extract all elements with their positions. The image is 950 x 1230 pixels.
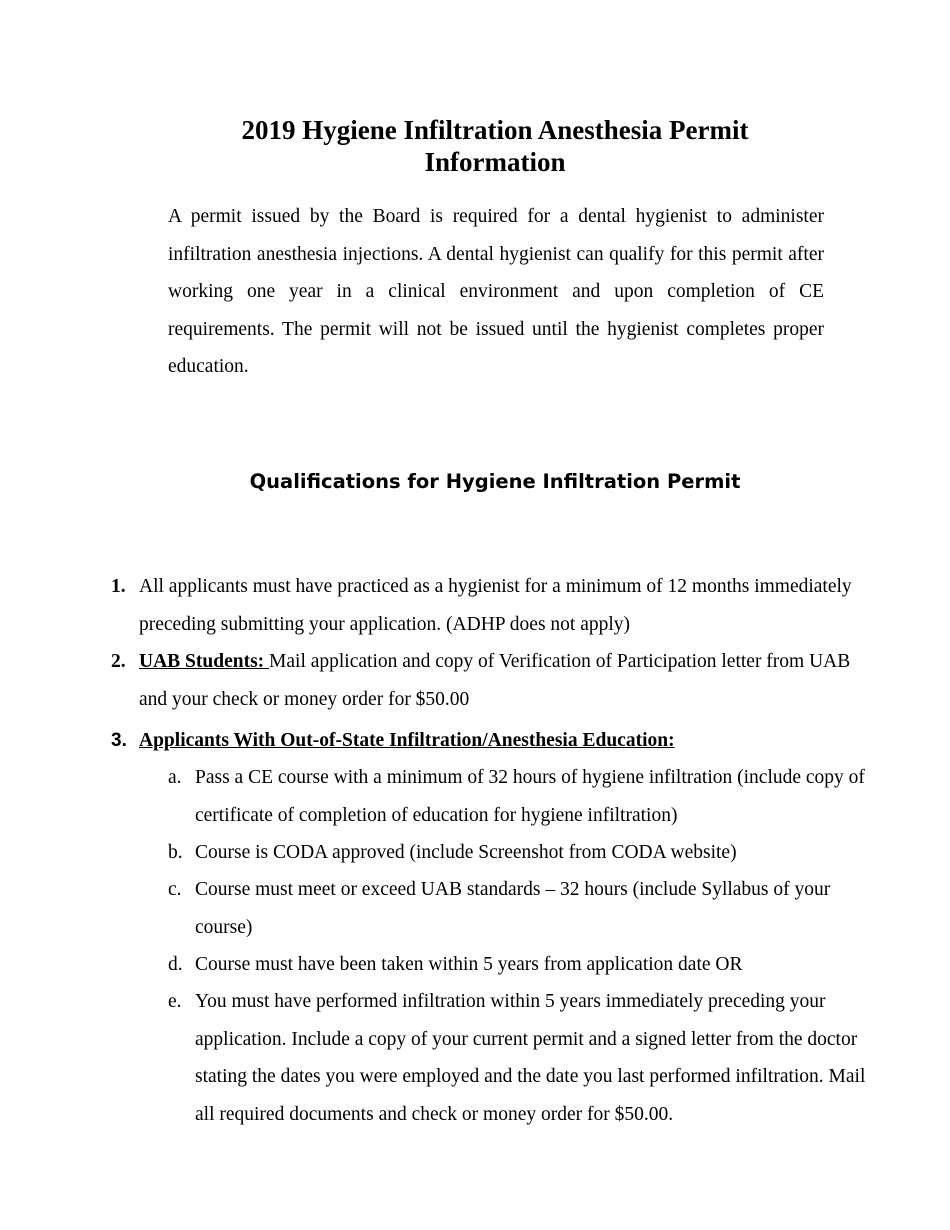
list-item-number: 1. <box>111 576 126 597</box>
sub-item-letter: a. <box>168 767 182 788</box>
sub-item-letter: c. <box>168 879 182 900</box>
page-title: 2019 Hygiene Infiltration Anesthesia Permit Information <box>241 115 749 177</box>
qualifications-heading: Qualifications for Hygiene Infiltration Permit <box>249 470 741 493</box>
list-item-body <box>139 643 859 718</box>
list-item-text: All applicants must have practiced as a hygienist for a minimum of 12 months immediately preceding submitting your application. (ADHP does not apply) <box>139 576 852 635</box>
list-item-body <box>139 722 859 760</box>
sub-item-text: Course must meet or exceed UAB standards – 32 hours (include Syllabus of your course) <box>195 879 831 938</box>
sub-item-text: You must have performed infiltration within 5 years immediately preceding your application. Include a copy of your current permit and a signed letter from the doctor stating the dates you were employed and the date you last performed infiltration. Mail all required documents and check or money order for $50.00. <box>195 991 866 1125</box>
sub-item-letter: d. <box>168 954 183 975</box>
list-item-number: 2. <box>111 651 126 672</box>
list-item-label: Applicants With Out-of-State Infiltration/Anesthesia Education: <box>139 730 675 751</box>
list-item-text: Mail application and copy of Verification of Participation letter from UAB and your check or money order for $50.00 <box>139 651 851 710</box>
sub-item-letter: b. <box>168 842 183 863</box>
sub-item-text: Pass a CE course with a minimum of 32 hours of hygiene infiltration (include copy of certificate of completion of education for hygiene infiltration) <box>195 767 865 826</box>
sub-item-text: Course is CODA approved (include Screenshot from CODA website) <box>195 842 737 863</box>
sub-item-letter: e. <box>168 991 182 1012</box>
intro-paragraph: A permit issued by the Board is required for a dental hygienist to administer infiltration anesthesia injections. A dental hygienist can qualify for this permit after working one year in a clinical environment and upon completion of CE requirements. The permit will not be issued until the hygienist completes proper education. <box>168 206 824 378</box>
sub-item-text: Course must have been taken within 5 years from application date OR <box>195 954 743 975</box>
list-item-number: 3. <box>111 730 127 751</box>
list-item-label: UAB Students: <box>139 651 270 672</box>
